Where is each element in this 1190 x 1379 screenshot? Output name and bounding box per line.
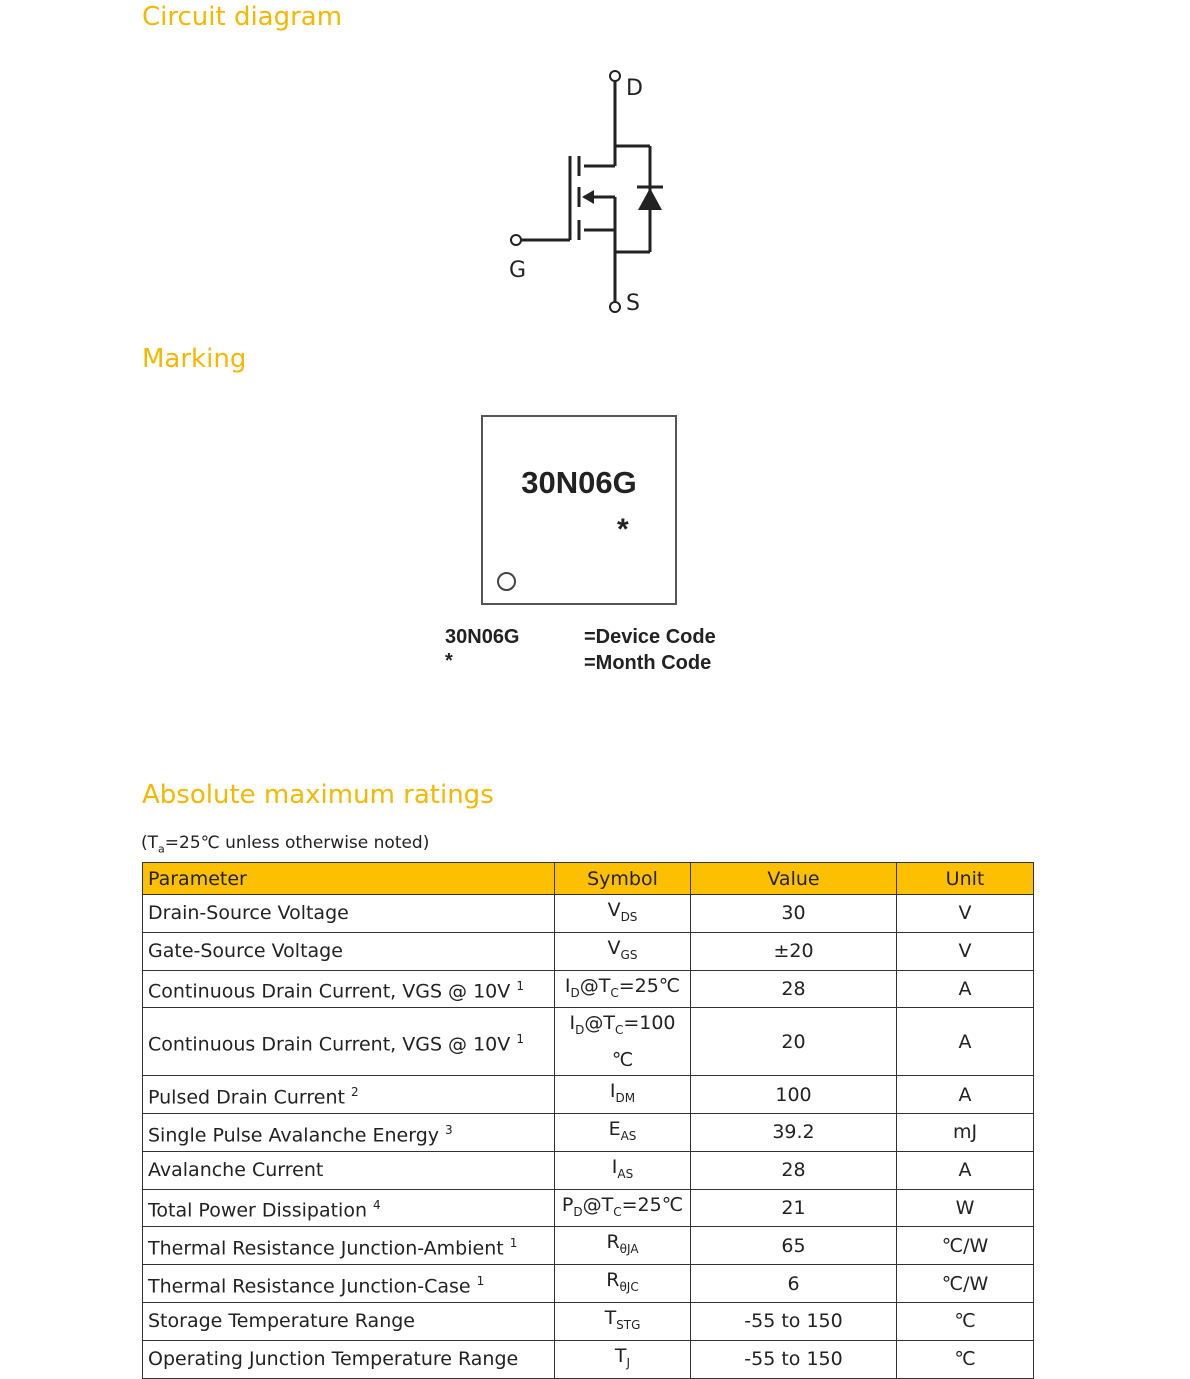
cell-value: -55 to 150	[691, 1302, 897, 1340]
table-row	[143, 1265, 1034, 1303]
cell-symbol: $I_{AS}$	[555, 1151, 691, 1189]
table-header-row	[143, 863, 1034, 895]
cell-unit: mJ	[897, 1113, 1034, 1151]
chip-month-code: *	[617, 513, 629, 546]
drain-terminal	[610, 71, 620, 81]
cell-parameter: Continuous Drain Current, VGS @ 10V $^1$	[143, 1008, 555, 1076]
cell-value: 28	[691, 970, 897, 1008]
cell-symbol: $E_{AS}$	[555, 1113, 691, 1151]
source-terminal	[610, 302, 620, 312]
cell-value: 30	[691, 895, 897, 933]
chip-marking-package	[481, 415, 677, 605]
legend-key-month: *	[445, 650, 453, 672]
header-symbol: Symbol	[555, 863, 691, 895]
cell-value: ±20	[691, 932, 897, 970]
table-row	[143, 895, 1034, 933]
cell-value: 100	[691, 1076, 897, 1114]
header-parameter: Parameter	[143, 863, 555, 895]
cell-symbol: $P_D@T_C=25℃$	[555, 1189, 691, 1227]
table-row	[143, 1189, 1034, 1227]
cell-symbol: $I_D@T_C=100$ ℃	[555, 1008, 691, 1076]
table-row	[143, 1340, 1034, 1378]
cell-unit: A	[897, 1076, 1034, 1114]
cell-symbol: $V_{DS}$	[555, 895, 691, 933]
cell-symbol: $I_{DM}$	[555, 1076, 691, 1114]
cell-symbol: $V_{GS}$	[555, 932, 691, 970]
cell-parameter: Pulsed Drain Current $^2$	[143, 1076, 555, 1114]
cell-symbol: $I_D@T_C=25℃$	[555, 970, 691, 1008]
cell-symbol: $R_{\theta JA}$	[555, 1227, 691, 1265]
cell-symbol: $T_J$	[555, 1340, 691, 1378]
cell-value: 39.2	[691, 1113, 897, 1151]
table-row	[143, 1076, 1034, 1114]
cell-unit: V	[897, 932, 1034, 970]
table-row	[143, 1302, 1034, 1340]
cell-value: 28	[691, 1151, 897, 1189]
table-row	[143, 1151, 1034, 1189]
cell-unit: ℃	[897, 1340, 1034, 1378]
ratings-title: Absolute maximum ratings	[142, 780, 494, 810]
cell-parameter: Continuous Drain Current, VGS @ 10V $^1$	[143, 970, 555, 1008]
table-row	[143, 970, 1034, 1008]
table-row	[143, 932, 1034, 970]
header-value: Value	[691, 863, 897, 895]
cell-parameter: Storage Temperature Range	[143, 1302, 555, 1340]
circuit-diagram-title: Circuit diagram	[142, 2, 343, 32]
cell-unit: A	[897, 1151, 1034, 1189]
drain-label: D	[626, 76, 643, 101]
cell-unit: W	[897, 1189, 1034, 1227]
cell-unit: ℃/W	[897, 1265, 1034, 1303]
cell-parameter: Total Power Dissipation $^4$	[143, 1189, 555, 1227]
cell-value: 6	[691, 1265, 897, 1303]
table-row	[143, 1227, 1034, 1265]
cell-parameter: Operating Junction Temperature Range	[143, 1340, 555, 1378]
mosfet-circuit-diagram	[490, 62, 680, 322]
cell-unit: A	[897, 1008, 1034, 1076]
cell-parameter: Drain-Source Voltage	[143, 895, 555, 933]
legend-desc-month: =Month Code	[584, 652, 712, 674]
cell-unit: ℃	[897, 1302, 1034, 1340]
gate-terminal	[511, 235, 521, 245]
pin1-marker-icon	[497, 572, 516, 591]
body-arrow-icon	[582, 190, 594, 204]
cell-parameter: Thermal Resistance Junction-Case $^1$	[143, 1265, 555, 1303]
ratings-table	[142, 862, 1034, 1379]
cell-symbol: $R_{\theta JC}$	[555, 1265, 691, 1303]
cell-parameter: Single Pulse Avalanche Energy $^3$	[143, 1113, 555, 1151]
cell-parameter: Gate-Source Voltage	[143, 932, 555, 970]
marking-title: Marking	[142, 344, 247, 374]
table-row	[143, 1008, 1034, 1076]
header-unit: Unit	[897, 863, 1034, 895]
source-label: S	[626, 291, 640, 316]
cell-symbol: $T_{STG}$	[555, 1302, 691, 1340]
cell-unit: A	[897, 970, 1034, 1008]
cell-unit: ℃/W	[897, 1227, 1034, 1265]
cell-value: 21	[691, 1189, 897, 1227]
cell-parameter: Thermal Resistance Junction-Ambient $^1$	[143, 1227, 555, 1265]
cell-unit: V	[897, 895, 1034, 933]
gate-label: G	[509, 258, 527, 283]
cell-value: -55 to 150	[691, 1340, 897, 1378]
legend-desc-device: =Device Code	[584, 626, 716, 648]
cell-parameter: Avalanche Current	[143, 1151, 555, 1189]
cell-value: 65	[691, 1227, 897, 1265]
cell-value: 20	[691, 1008, 897, 1076]
chip-device-code: 30N06G	[521, 465, 637, 500]
legend-key-device: 30N06G	[445, 626, 520, 648]
diode-icon	[638, 188, 662, 210]
ratings-condition-note: ($T_a=25℃$ unless otherwise noted)	[141, 833, 430, 856]
table-row	[143, 1113, 1034, 1151]
